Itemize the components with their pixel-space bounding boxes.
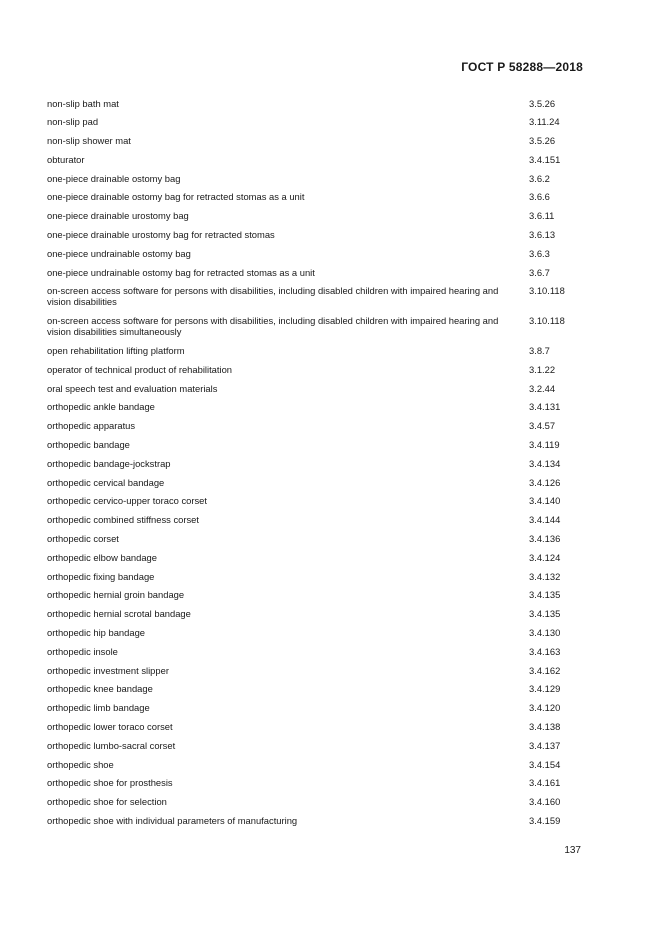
index-reference: 3.6.6: [529, 191, 550, 203]
index-row: [47, 588, 584, 607]
index-term: orthopedic lower toraco corset: [47, 721, 173, 732]
index-row: [47, 607, 584, 626]
index-reference: 3.4.163: [529, 645, 561, 657]
index-row: [47, 720, 584, 739]
index-row: [47, 813, 584, 832]
index-reference: 3.4.159: [529, 814, 561, 826]
index-term: one-piece drainable ostomy bag: [47, 172, 181, 184]
index-reference: 3.10.118: [529, 315, 565, 327]
index-term: orthopedic insole: [47, 645, 118, 657]
index-term: orthopedic combined stiffness corset: [47, 514, 199, 526]
index-reference: 3.4.124: [529, 551, 561, 563]
index-reference: 3.4.138: [529, 721, 561, 732]
index-reference: 3.6.3: [529, 247, 550, 259]
index-term: orthopedic fixing bandage: [47, 570, 155, 582]
index-row: [47, 513, 584, 532]
index-term: one-piece undrainable ostomy bag for retracted stomas as a unit: [47, 266, 315, 278]
index-row: [47, 550, 584, 569]
index-term: orthopedic shoe with individual parameters of manufacturing: [47, 814, 298, 826]
index-reference: 3.4.135: [529, 589, 561, 601]
index-row: [47, 134, 584, 153]
index-term: orthopedic corset: [47, 533, 119, 545]
index-reference: 3.6.11: [529, 210, 555, 222]
index-reference: 3.4.129: [529, 683, 561, 695]
index-row: [47, 569, 584, 588]
index-reference: 3.6.13: [529, 229, 556, 241]
index-term: open rehabilitation lifting platform: [47, 345, 185, 357]
index-term: orthopedic shoe for prosthesis: [47, 777, 173, 789]
index-term: orthopedic shoe for selection: [47, 796, 167, 808]
index-term: orthopedic hernial scrotal bandage: [47, 608, 191, 620]
index-row: [47, 344, 584, 363]
index-term: one-piece undrainable ostomy bag: [47, 247, 191, 259]
index-row: [47, 701, 584, 720]
index-reference: 3.6.7: [529, 266, 550, 278]
index-term: orthopedic hip bandage: [47, 627, 145, 639]
index-reference: 3.2.44: [529, 382, 556, 394]
index-row: [47, 644, 584, 663]
index-term: operator of technical product of rehabilitation: [47, 363, 233, 375]
index-row: [47, 400, 584, 419]
index-row: [47, 96, 584, 115]
index-reference: 3.5.26: [529, 135, 556, 147]
index-row: [47, 246, 584, 265]
index-reference: 3.4.57: [529, 420, 556, 432]
index-term: non-slip shower mat: [47, 135, 131, 147]
term-index: [47, 96, 584, 832]
index-term: orthopedic cervical bandage: [47, 476, 165, 488]
index-term: obturator: [47, 153, 85, 165]
index-reference: 3.4.140: [529, 495, 561, 507]
index-term: orthopedic lumbo-sacral corset: [47, 739, 176, 751]
index-reference: 3.4.135: [529, 608, 561, 620]
index-reference: 3.4.160: [529, 796, 561, 808]
index-reference: 3.8.7: [529, 345, 550, 357]
index-reference: 3.4.126: [529, 476, 561, 488]
index-row: [47, 228, 584, 247]
index-reference: 3.4.161: [529, 777, 561, 789]
index-reference: 3.4.131: [529, 401, 561, 413]
index-term: orthopedic elbow bandage: [47, 551, 157, 563]
index-row: [47, 757, 584, 776]
index-term: orthopedic bandage-jockstrap: [47, 457, 171, 469]
index-row: [47, 152, 584, 171]
index-row: [47, 795, 584, 814]
index-term: on-screen access software for persons with disabilities, including disabled children with impaired hearing and vision disabilities: [47, 285, 499, 308]
index-reference: 3.4.144: [529, 514, 561, 526]
index-reference: 3.4.136: [529, 533, 561, 545]
page-number: 137: [564, 845, 581, 856]
index-reference: 3.5.26: [529, 97, 556, 109]
index-term: on-screen access software for persons with disabilities, including disabled children with impaired hearing and vision disabilities simultaneously: [47, 315, 499, 338]
index-term: one-piece drainable ostomy bag for retracted stomas as a unit: [47, 191, 305, 203]
index-term: one-piece drainable urostomy bag for retracted stomas: [47, 229, 275, 241]
index-term: orthopedic ankle bandage: [47, 401, 155, 413]
index-row: [47, 456, 584, 475]
index-term: orthopedic investment slipper: [47, 664, 169, 676]
index-row: [47, 663, 584, 682]
index-term: orthopedic hernial groin bandage: [47, 589, 185, 601]
index-term: orthopedic shoe: [47, 758, 114, 770]
index-term: orthopedic limb bandage: [47, 702, 150, 714]
index-term: orthopedic apparatus: [47, 420, 136, 432]
index-reference: 3.4.119: [529, 439, 560, 451]
index-term: orthopedic bandage: [47, 439, 130, 451]
index-term: orthopedic knee bandage: [47, 683, 153, 695]
index-row: [47, 532, 584, 551]
index-row: [47, 776, 584, 795]
document-header: ГОСТ Р 58288—2018: [461, 60, 583, 74]
index-term: non-slip bath mat: [47, 97, 119, 109]
index-reference: 3.4.162: [529, 664, 561, 676]
index-row: [47, 265, 584, 284]
index-reference: 3.4.120: [529, 702, 561, 714]
index-reference: 3.6.2: [529, 172, 550, 184]
index-row: [47, 682, 584, 701]
index-term: one-piece drainable urostomy bag: [47, 210, 189, 222]
index-row: [47, 738, 584, 757]
index-row: [47, 419, 584, 438]
index-reference: 3.10.118: [529, 285, 565, 297]
index-row: [47, 284, 584, 314]
index-reference: 3.4.132: [529, 570, 561, 582]
index-row: [47, 438, 584, 457]
index-reference: 3.11.24: [529, 116, 560, 128]
index-row: [47, 190, 584, 209]
index-term: orthopedic cervico-upper toraco corset: [47, 495, 207, 507]
index-row: [47, 209, 584, 228]
index-row: [47, 115, 584, 134]
index-row: [47, 494, 584, 513]
index-row: [47, 626, 584, 645]
index-term: oral speech test and evaluation materials: [47, 382, 218, 394]
index-row: [47, 362, 584, 381]
index-term: non-slip pad: [47, 116, 99, 128]
index-row: [47, 171, 584, 190]
index-reference: 3.4.151: [529, 153, 561, 165]
index-reference: 3.4.134: [529, 457, 561, 469]
index-reference: 3.4.154: [529, 758, 561, 770]
index-row: [47, 314, 584, 344]
index-row: [47, 381, 584, 400]
index-reference: 3.1.22: [529, 363, 556, 375]
index-reference: 3.4.130: [529, 627, 561, 639]
index-reference: 3.4.137: [529, 739, 561, 751]
index-row: [47, 475, 584, 494]
